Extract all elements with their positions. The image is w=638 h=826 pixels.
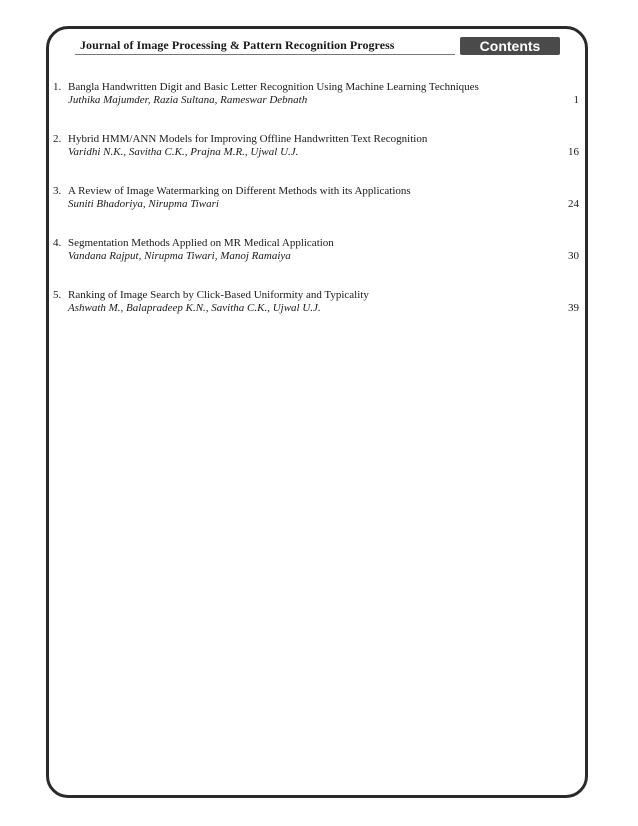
entry-page-number[interactable]: 39: [568, 302, 579, 314]
toc-entry[interactable]: [53, 237, 579, 289]
toc-entry[interactable]: [53, 289, 579, 341]
entry-title-line: [53, 237, 334, 250]
entry-title[interactable]: Bangla Handwritten Digit and Basic Letter Recognition Using Machine Learning Techniques: [68, 81, 479, 93]
entry-authors: Varidhi N.K., Savitha C.K., Prajna M.R., Ujwal U.J.: [68, 146, 299, 158]
entry-number: 1.: [53, 81, 62, 93]
entry-title-line: [53, 185, 411, 198]
entry-page-number[interactable]: 30: [568, 250, 579, 262]
toc-entry[interactable]: [53, 81, 579, 133]
entry-authors: Juthika Majumder, Razia Sultana, Rameswar Debnath: [68, 94, 308, 106]
entry-page-number[interactable]: 24: [568, 198, 579, 210]
entry-authors: Ashwath M., Balapradeep K.N., Savitha C.K., Ujwal U.J.: [68, 302, 321, 314]
entry-title[interactable]: Hybrid HMM/ANN Models for Improving Offline Handwritten Text Recognition: [68, 133, 428, 145]
header-rule: [75, 54, 455, 55]
entry-title-line: [53, 133, 427, 146]
entry-number: 3.: [53, 185, 62, 197]
entry-title[interactable]: A Review of Image Watermarking on Different Methods with its Applications: [68, 185, 411, 197]
toc-entry[interactable]: [53, 133, 579, 185]
journal-title: Journal of Image Processing & Pattern Recognition Progress: [80, 38, 395, 52]
entry-page-number[interactable]: 1: [573, 94, 579, 106]
entry-authors: Vandana Rajput, Nirupma Tiwari, Manoj Ramaiya: [68, 250, 291, 262]
toc-entry[interactable]: [53, 185, 579, 237]
table-of-contents: [53, 81, 579, 341]
entry-title[interactable]: Segmentation Methods Applied on MR Medical Application: [68, 237, 334, 249]
entry-number: 5.: [53, 289, 62, 301]
entry-page-number[interactable]: 16: [568, 146, 579, 158]
entry-authors: Suniti Bhadoriya, Nirupma Tiwari: [68, 198, 219, 210]
contents-badge: Contents: [460, 37, 560, 55]
entry-title-line: [53, 81, 479, 94]
entry-number: 2.: [53, 133, 62, 145]
entry-title[interactable]: Ranking of Image Search by Click-Based Uniformity and Typicality: [68, 289, 369, 301]
entry-number: 4.: [53, 237, 62, 249]
entry-title-line: [53, 289, 369, 302]
